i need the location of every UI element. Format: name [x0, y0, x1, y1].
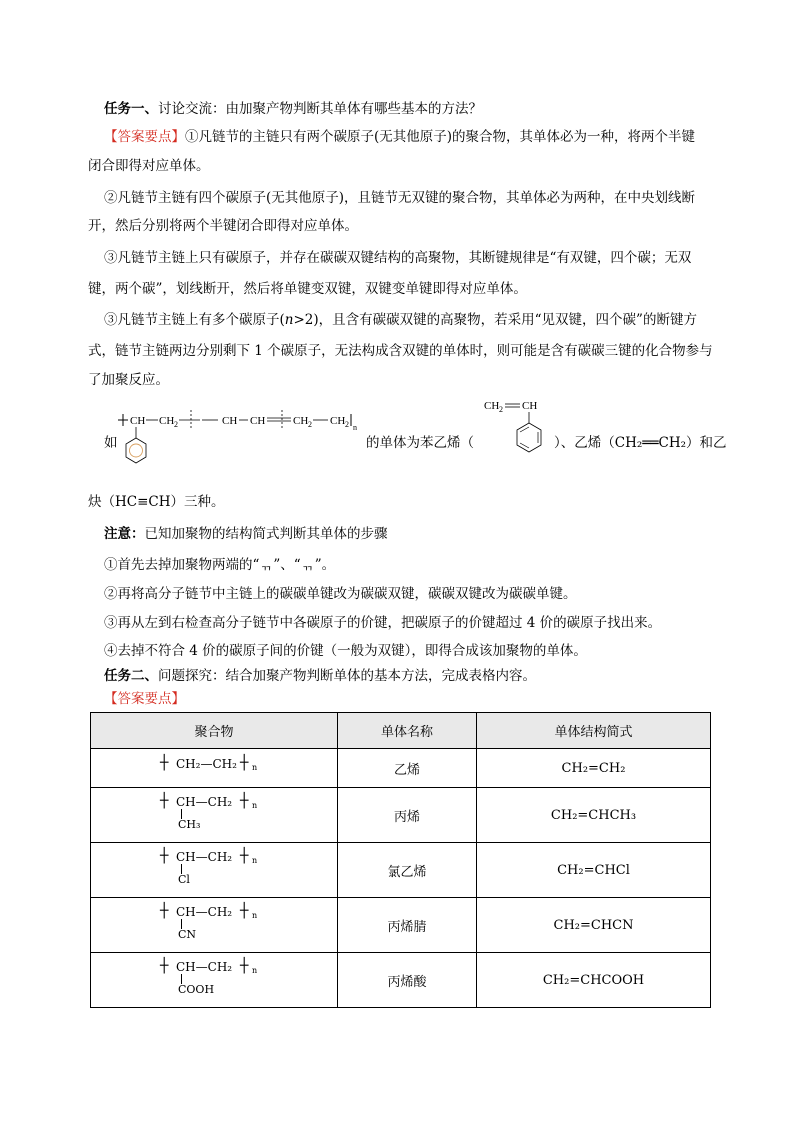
- answer-p3-line2: 键，两个碳”，划线断开，然后将单键变双键，双键变单键即得对应单体。: [88, 281, 527, 297]
- polymer-ch3: CH: [222, 415, 238, 427]
- styrene-top-label: CH: [484, 400, 500, 412]
- answer-p4-line3: 了加聚反应。: [88, 372, 169, 388]
- answer-p2-line1: ②凡链节主链有四个碳原子(无其他原子)，且链节无双键的聚合物，其单体必为两种，在中央划线断: [104, 190, 696, 206]
- example-line2: 炔（HC≡CH）三种。: [88, 494, 225, 510]
- polymer-substituent: CN: [178, 928, 197, 941]
- polymer-formula: CH—CH₂: [176, 850, 233, 864]
- monomer-formula-cell: CH₂=CH₂: [477, 749, 711, 788]
- styrene-structure: [478, 397, 550, 477]
- polymer-ch4: CH: [250, 415, 266, 427]
- polymer-n: n: [252, 763, 258, 772]
- answer-p4-line1: [104, 310, 697, 330]
- task2-title: 任务二、: [104, 668, 158, 684]
- polymer-n: n: [252, 966, 258, 975]
- example-after-styrene: ）、乙烯（CH₂══CH₂）和乙: [554, 435, 727, 451]
- header-monomer-name: 单体名称: [338, 713, 477, 749]
- bracket-right: ┼: [240, 958, 249, 974]
- polymer-cell: [91, 843, 338, 898]
- table-row: [91, 898, 711, 953]
- answer-p2-line2: 开，然后分别将两个半键闭合即得对应单体。: [88, 218, 358, 234]
- bracket-left: ┼: [160, 848, 169, 864]
- monomer-name-cell: 丙烯腈: [338, 898, 477, 953]
- polymer-substituent: CH₃: [178, 818, 201, 831]
- p4-n: n: [284, 312, 294, 328]
- polymer-ch1: CH: [130, 415, 146, 427]
- answer-tag: 【答案要点】: [104, 129, 185, 145]
- polymer-substituent: COOH: [178, 983, 215, 996]
- monomer-formula-cell: CH₂=CHCl: [477, 843, 711, 898]
- note-step2: ②再将高分子链节中主链上的碳碳单键改为碳碳双键，碳碳双键改为碳碳单键。: [104, 586, 577, 602]
- note-step1: [104, 555, 335, 575]
- polymer-ch2-a: CH: [159, 415, 175, 427]
- p4-text-a: ③凡链节主链上有多个碳原子(: [104, 312, 285, 328]
- monomer-table: [90, 712, 711, 1008]
- svg-text:n: n: [353, 423, 357, 432]
- svg-text:2: 2: [308, 420, 312, 429]
- bracket-right: ┼: [240, 903, 249, 919]
- polymer-formula: CH—CH₂: [176, 905, 233, 919]
- p4-text-b: >2)，且含有碳碳双键的高聚物，若采用“见双键，四个碳”的断键方: [293, 312, 697, 328]
- answer-tag-2: 【答案要点】: [104, 691, 185, 707]
- note-step4: ④去掉不符合 4 价的碳原子间的价键（一般为双键），即得合成该加聚物的单体。: [104, 643, 587, 659]
- answer-p1-line2: 闭合即得对应单体。: [88, 158, 210, 174]
- task1-title: 任务一、: [104, 101, 158, 117]
- table-row: [91, 788, 711, 843]
- bracket-right: ┼: [240, 755, 249, 771]
- bracket-left: ┼: [160, 793, 169, 809]
- table-row: [91, 749, 711, 788]
- note-step3: ③再从左到右检查高分子链节中各碳原子的价键，把碳原子的价键超过 4 价的碳原子找出来。: [104, 615, 662, 631]
- svg-text:CH: CH: [522, 400, 538, 412]
- note-line: [104, 524, 388, 544]
- bracket-right: ┼: [240, 848, 249, 864]
- monomer-name-cell: 丙烯酸: [338, 953, 477, 1008]
- example-prefix: 如: [104, 435, 118, 451]
- monomer-formula-cell: CH₂=CHCOOH: [477, 953, 711, 1008]
- p1-text1: ①凡链节的主链只有两个碳原子(无其他原子)的聚合物，其单体必为一种，将两个半键: [185, 129, 696, 145]
- note-text: 已知加聚物的结构简式判断其单体的步骤: [144, 526, 388, 542]
- task2-text: 问题探究：结合加聚产物判断单体的基本方法，完成表格内容。: [158, 668, 536, 684]
- task2-line: [104, 666, 536, 686]
- note-s1-b: ”、“: [273, 557, 301, 573]
- polymer-structure-diagram: [112, 402, 362, 472]
- monomer-formula-cell: CH₂=CHCN: [477, 898, 711, 953]
- polymer-n: n: [252, 801, 258, 810]
- header-monomer-formula: 单体结构简式: [477, 713, 711, 749]
- polymer-substituent: Cl: [178, 873, 190, 886]
- polymer-formula: CH—CH₂: [176, 795, 233, 809]
- svg-text:2: 2: [345, 420, 349, 429]
- header-polymer: 聚合物: [91, 713, 338, 749]
- table-row: [91, 953, 711, 1008]
- note-s1-c: ”。: [314, 557, 336, 573]
- table-row: [91, 843, 711, 898]
- polymer-ch2-b: CH: [293, 415, 309, 427]
- polymer-cell: [91, 898, 338, 953]
- monomer-formula-cell: CH₂=CHCH₃: [477, 788, 711, 843]
- bracket-left: ┼: [160, 755, 169, 771]
- right-bracket-symbol: ᆩ: [301, 557, 315, 573]
- svg-text:2: 2: [174, 420, 178, 429]
- monomer-name-cell: 乙烯: [338, 749, 477, 788]
- table-header-row: [91, 713, 711, 749]
- answer-p3-line1: ③凡链节主链上只有碳原子，并存在碳碳双键结构的高聚物，其断键规律是“有双键，四个碳；无双: [104, 250, 692, 266]
- bracket-left: ┼: [160, 958, 169, 974]
- svg-text:2: 2: [499, 405, 503, 414]
- task1-line: [104, 99, 482, 119]
- monomer-name-cell: 丙烯: [338, 788, 477, 843]
- note-s1-a: ①首先去掉加聚物两端的“: [104, 557, 260, 573]
- polymer-cell: [91, 788, 338, 843]
- polymer-formula: CH—CH₂: [176, 960, 233, 974]
- bracket-left: ┼: [160, 903, 169, 919]
- polymer-ch2-c: CH: [330, 415, 346, 427]
- monomer-name-cell: 氯乙烯: [338, 843, 477, 898]
- answer-p4-line2: 式，链节主链两边分别剩下 1 个碳原子，无法构成含双键的单体时，则可能是含有碳碳三键的化合物参与: [88, 343, 713, 359]
- polymer-formula: CH₂—CH₂: [176, 757, 237, 771]
- bracket-right: ┼: [240, 793, 249, 809]
- polymer-cell: [91, 749, 338, 788]
- task1-question: 讨论交流：由加聚产物判断其单体有哪些基本的方法？: [158, 101, 482, 117]
- note-title: 注意：: [104, 526, 145, 542]
- example-mid-text: 的单体为苯乙烯（: [366, 435, 474, 451]
- polymer-n: n: [252, 911, 258, 920]
- left-bracket-symbol: ᆩ: [259, 557, 273, 573]
- answer-p1-line1: [104, 127, 695, 147]
- polymer-cell: [91, 953, 338, 1008]
- polymer-n: n: [252, 856, 258, 865]
